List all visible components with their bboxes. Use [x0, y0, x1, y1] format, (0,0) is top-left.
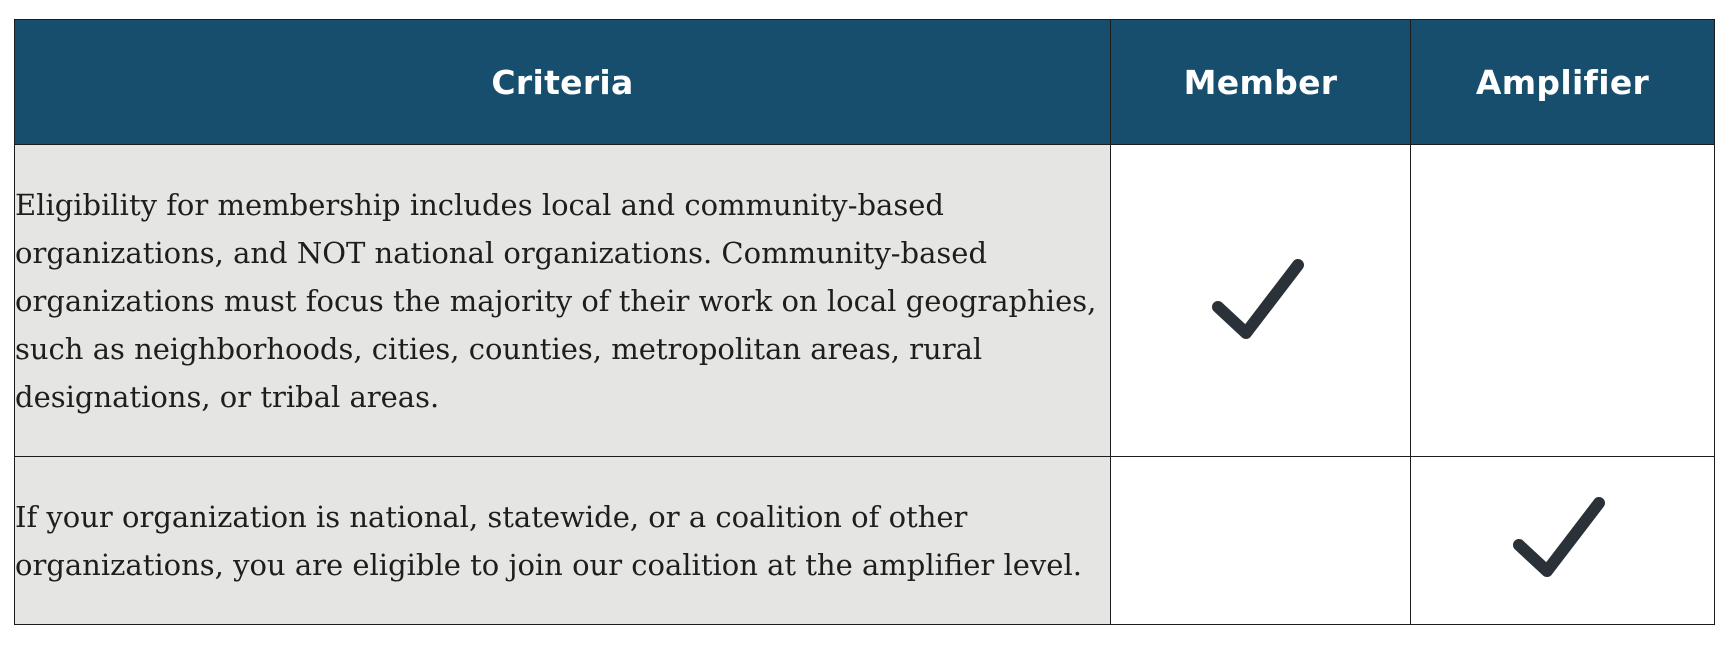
eligibility-table [14, 19, 1715, 625]
table-row [15, 145, 1715, 457]
member-cell [1111, 457, 1411, 625]
amplifier-cell [1411, 145, 1715, 457]
table-header [15, 20, 1715, 145]
criteria-column-header: Criteria [15, 20, 1111, 145]
check-icon [1210, 257, 1306, 353]
member-column-header: Member [1111, 20, 1411, 145]
amplifier-cell [1411, 457, 1715, 625]
amplifier-column-header: Amplifier [1411, 20, 1715, 145]
criteria-cell: Eligibility for membership includes local and community-based organizations, and NOT national organizations. Community-based organizations must focus the majority of their work on local geographies, such as neighborhoods, cities, counties, metropolitan areas, rural designations, or tribal areas. [15, 145, 1111, 457]
header-row [15, 20, 1715, 145]
check-icon [1511, 495, 1607, 591]
table-body [15, 145, 1715, 625]
criteria-cell: If your organization is national, statewide, or a coalition of other organizations, you are eligible to join our coalition at the amplifier level. [15, 457, 1111, 625]
member-cell [1111, 145, 1411, 457]
table-row [15, 457, 1715, 625]
